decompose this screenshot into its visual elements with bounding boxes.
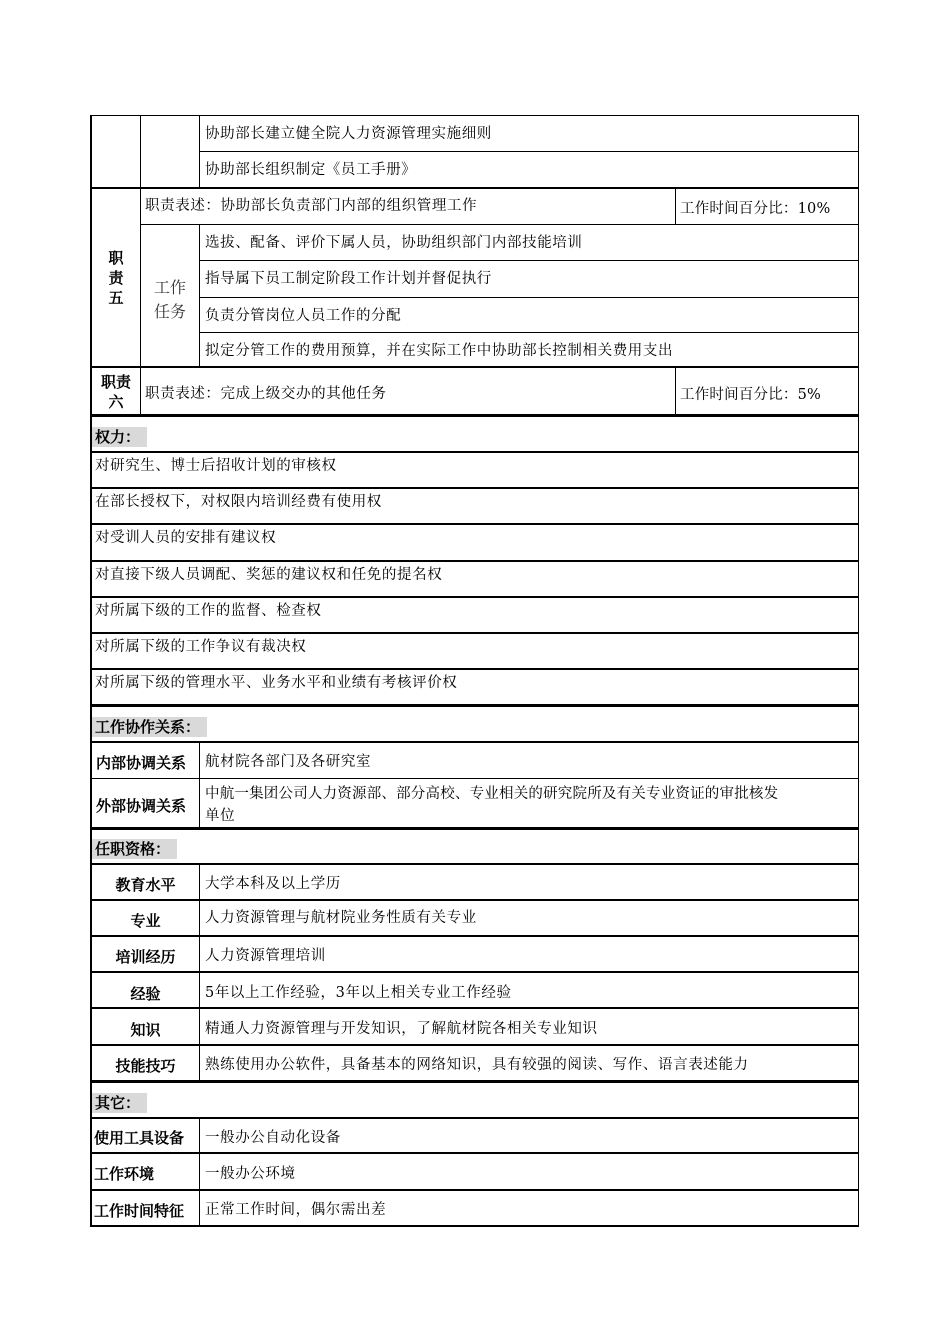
qual-value-major: 人力资源管理与航材院业务性质有关专业 [205, 910, 477, 926]
qual-label-knowledge: 知识 [130, 1021, 161, 1039]
rule [90, 560, 858, 562]
rule-thick [90, 827, 858, 830]
duty6-label: 职责 六 [100, 373, 131, 411]
other-value-tools: 一般办公自动化设备 [205, 1130, 341, 1146]
rule [90, 451, 858, 453]
rule [90, 971, 858, 973]
duty-label-divider [140, 115, 141, 415]
rule [141, 224, 858, 225]
qual-label-skills: 技能技巧 [115, 1057, 176, 1075]
other-heading: 其它： [92, 1093, 147, 1113]
qual-label-major: 专业 [130, 912, 161, 930]
rule [90, 596, 858, 598]
rule [200, 151, 858, 152]
rule-thick [90, 704, 858, 707]
rule [90, 523, 858, 525]
time-divider [675, 367, 676, 415]
authority-item: 对所属下级的管理水平、业务水平和业绩有考核评价权 [95, 675, 458, 691]
table-right-border [858, 115, 859, 1227]
rule [200, 297, 858, 298]
table-bottom-border [90, 1225, 859, 1227]
authority-heading: 权力： [92, 427, 147, 447]
authority-item: 对直接下级人员调配、奖惩的建议权和任免的提名权 [95, 567, 443, 583]
other-label-worktime: 工作时间特征 [94, 1202, 185, 1220]
other-value-worktime: 正常工作时间，偶尔需出差 [205, 1202, 387, 1218]
rule [90, 741, 858, 743]
rule [90, 935, 858, 937]
task-item: 负责分管岗位人员工作的分配 [205, 308, 402, 324]
qual-label-education: 教育水平 [115, 876, 176, 894]
task-item: 指导属下员工制定阶段工作计划并督促执行 [205, 271, 492, 287]
internal-coop-value: 航材院各部门及各研究室 [205, 754, 372, 770]
rule [90, 1189, 858, 1191]
rule [90, 1152, 858, 1154]
qual-value-education: 大学本科及以上学历 [205, 876, 341, 892]
duty5-label: 职 责 五 [108, 249, 124, 307]
task-item: 拟定分管工作的费用预算，并在实际工作中协助部长控制相关费用支出 [205, 343, 674, 359]
internal-coop-label: 内部协调关系 [96, 754, 187, 772]
rule [90, 778, 858, 779]
task-item: 选拔、配备、评价下属人员，协助组织部门内部技能培训 [205, 235, 583, 251]
authority-item: 对所属下级的工作争议有裁决权 [95, 639, 307, 655]
cooperation-heading: 工作协作关系： [92, 717, 207, 737]
other-label-tools: 使用工具设备 [94, 1129, 185, 1147]
duty6-time-percent: 工作时间百分比：5% [680, 387, 822, 403]
other-label-environment: 工作环境 [94, 1165, 155, 1183]
time-divider [675, 188, 676, 225]
rule [90, 899, 858, 901]
other-value-environment: 一般办公环境 [205, 1166, 296, 1182]
rule [200, 332, 858, 333]
rule-thick [90, 1080, 858, 1083]
task-label-divider [199, 224, 200, 367]
duty5-description: 职责表述：协助部长负责部门内部的组织管理工作 [145, 198, 478, 214]
rule [90, 668, 858, 670]
qual-label-experience: 经验 [130, 985, 161, 1003]
task-item: 协助部长组织制定《员工手册》 [205, 162, 417, 178]
duty6-description: 职责表述：完成上级交办的其他任务 [145, 386, 387, 402]
qualifications-heading: 任职资格： [92, 839, 177, 859]
qual-value-training: 人力资源管理培训 [205, 948, 326, 964]
rule [90, 863, 858, 865]
qual-value-skills: 熟练使用办公软件，具备基本的网络知识，具有较强的阅读、写作、语言表述能力 [205, 1057, 749, 1073]
rule [90, 187, 858, 189]
external-coop-value-cont: 单位 [205, 808, 236, 824]
rule [90, 632, 858, 634]
coop-divider [199, 742, 200, 828]
qual-value-knowledge: 精通人力资源管理与开发知识，了解航材院各相关专业知识 [205, 1021, 598, 1037]
authority-item: 对研究生、博士后招收计划的审核权 [95, 458, 337, 474]
rule [90, 366, 858, 368]
rule [90, 1007, 858, 1009]
external-coop-value: 中航一集团公司人力资源部、部分高校、专业相关的研究院所及有关专业资证的审批核发 [205, 786, 779, 802]
rule [90, 487, 858, 489]
rule-thick [90, 414, 858, 417]
qual-label-training: 培训经历 [115, 948, 176, 966]
duty5-time-percent: 工作时间百分比：10% [680, 201, 831, 217]
task-label: 工作 任务 [153, 278, 186, 321]
authority-item: 在部长授权下，对权限内培训经费有使用权 [95, 494, 382, 510]
table-top-border [90, 115, 859, 116]
task-item: 协助部长建立健全院人力资源管理实施细则 [205, 126, 492, 142]
rule [90, 1044, 858, 1046]
external-coop-label: 外部协调关系 [96, 797, 187, 815]
rule [90, 1117, 858, 1119]
authority-item: 对所属下级的工作的监督、检查权 [95, 603, 322, 619]
rule [200, 260, 858, 261]
qual-value-experience: 5年以上工作经验，3年以上相关专业工作经验 [205, 985, 512, 1001]
other-divider [199, 1118, 200, 1226]
authority-item: 对受训人员的安排有建议权 [95, 530, 277, 546]
